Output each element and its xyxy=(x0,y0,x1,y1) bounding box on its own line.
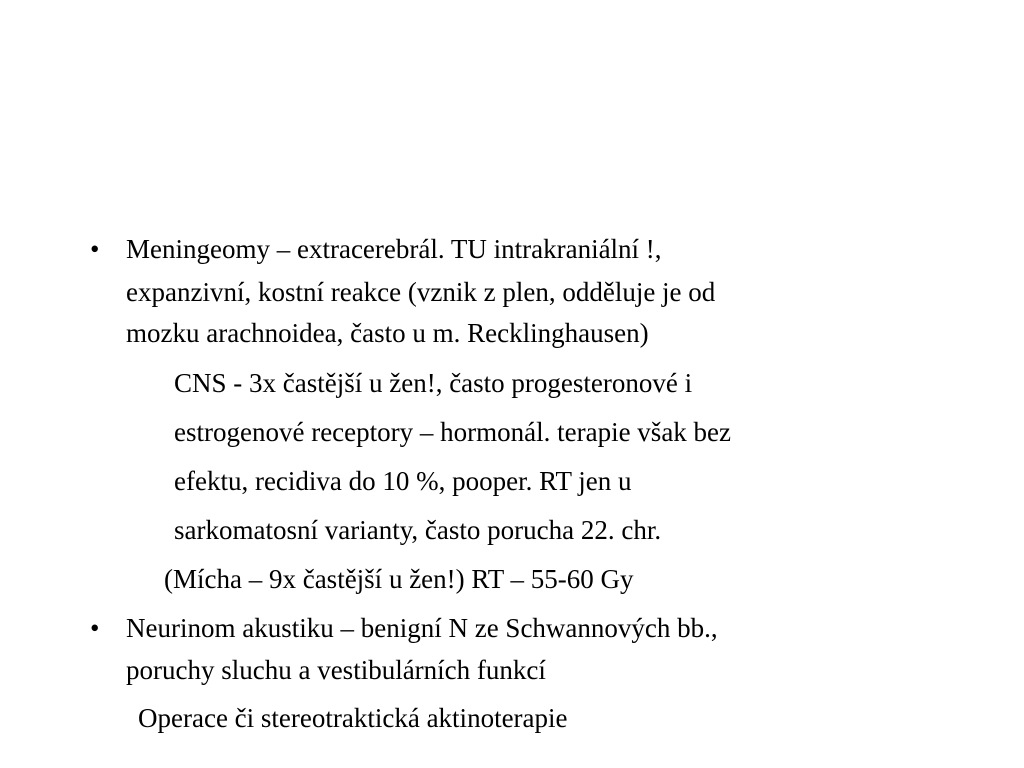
text-line: mozku arachnoidea, často u m. Recklinghausen) xyxy=(126,318,649,348)
bullet-icon: • xyxy=(90,613,100,643)
text-line: Meningeomy – extracerebrál. TU intrakraniální !, xyxy=(126,234,662,264)
text-line: poruchy sluchu a vestibulárních funkcí xyxy=(126,655,546,685)
text-line: expanzivní, kostní reakce (vznik z plen, odděluje je od xyxy=(126,277,716,307)
note-line: Operace či stereotraktická aktinoterapie xyxy=(138,703,568,733)
sub-text-line: efektu, recidiva do 10 %, pooper. RT jen u xyxy=(174,466,632,496)
text-line: Neurinom akustiku – benigní N ze Schwannových bb., xyxy=(126,613,718,643)
bullet-icon: • xyxy=(90,234,100,264)
sub-text-line: sarkomatosní varianty, často porucha 22. chr. xyxy=(174,515,662,545)
sub-text-line: CNS - 3x častější u žen!, často progesteronové i xyxy=(174,368,693,398)
note-line: (Mícha – 9x častější u žen!) RT – 55-60 Gy xyxy=(164,564,634,594)
sub-text-line: estrogenové receptory – hormonál. terapie však bez xyxy=(174,417,732,447)
